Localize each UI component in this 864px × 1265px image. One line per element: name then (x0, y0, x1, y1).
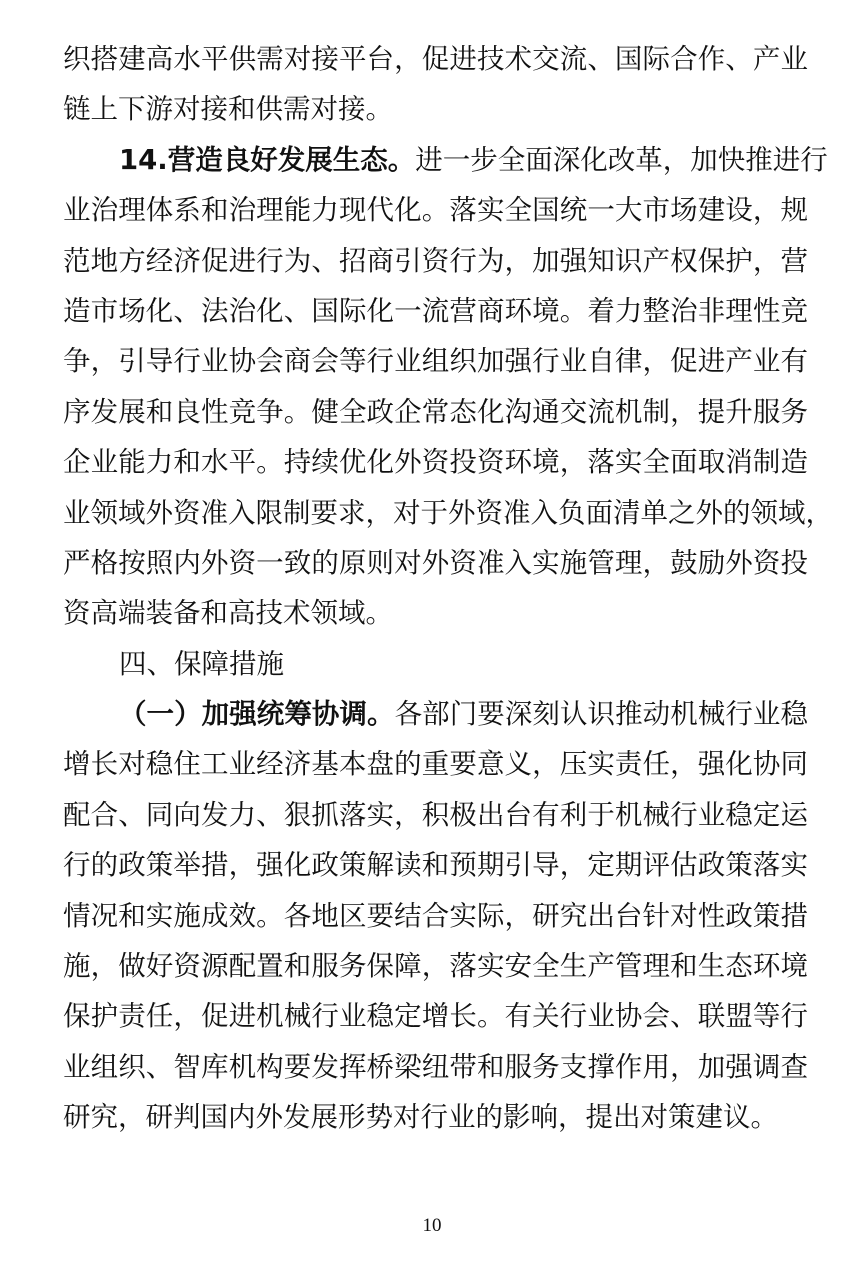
paragraph-line: 严格按照内外资一致的原则对外资准入实施管理，鼓励外资投 (63, 546, 808, 579)
subsection-1-heading: （一）加强统筹协调。 (119, 698, 395, 731)
paragraph-line: 施，做好资源配置和服务保障，落实安全生产管理和生态环境 (63, 950, 808, 983)
paragraph-line: 资高端装备和高技术领域。 (63, 597, 393, 630)
paragraph-line: 增长对稳住工业经济基本盘的重要意义，压实责任，强化协同 (63, 748, 808, 781)
paragraph-line: 研究，研判国内外发展形势对行业的影响，提出对策建议。 (63, 1101, 778, 1134)
paragraph-line: 序发展和良性竞争。健全政企常态化沟通交流机制，提升服务 (63, 395, 808, 428)
paragraph-line: 业领域外资准入限制要求，对于外资准入负面清单之外的领域， (63, 496, 833, 529)
section-four-heading: 四、保障措施 (119, 647, 284, 680)
section-14-text: 进一步全面深化改革，加快推进行 (415, 143, 828, 176)
section-14-first-line (63, 135, 828, 185)
paragraph-line: 争，引导行业协会商会等行业组织加强行业自律，促进产业有 (63, 345, 808, 378)
paragraph-line: 保护责任，促进机械行业稳定增长。有关行业协会、联盟等行 (63, 1000, 808, 1033)
paragraph-line: 业治理体系和治理能力现代化。落实全国统一大市场建设，规 (63, 194, 808, 227)
paragraph-line: 链上下游对接和供需对接。 (63, 93, 393, 126)
paragraph-line: 造市场化、法治化、国际化一流营商环境。着力整治非理性竞 (63, 294, 808, 327)
subsection-1-text: 各部门要深刻认识推动机械行业稳 (394, 698, 808, 731)
paragraph-line: 行的政策举措，强化政策解读和预期引导，定期评估政策落实 (63, 849, 808, 882)
paragraph-line: 企业能力和水平。持续优化外资投资环境，落实全面取消制造 (63, 446, 808, 479)
subsection-1-first-line (63, 689, 808, 739)
page-number: 10 (422, 1215, 442, 1236)
paragraph-line: 织搭建高水平供需对接平台，促进技术交流、国际合作、产业 (63, 43, 808, 75)
paragraph-line: 情况和实施成效。各地区要结合实际，研究出台针对性政策措 (63, 899, 808, 932)
paragraph-line: 配合、同向发力、狠抓落实，积极出台有利于机械行业稳定运 (63, 798, 808, 831)
section-14-heading: 14.营造良好发展生态。 (119, 143, 416, 176)
paragraph-line: 业组织、智库机构要发挥桥梁纽带和服务支撑作用，加强调查 (63, 1050, 808, 1083)
paragraph-line: 范地方经济促进行为、招商引资行为，加强知识产权保护，营 (63, 244, 808, 277)
document-page (63, 34, 833, 1143)
